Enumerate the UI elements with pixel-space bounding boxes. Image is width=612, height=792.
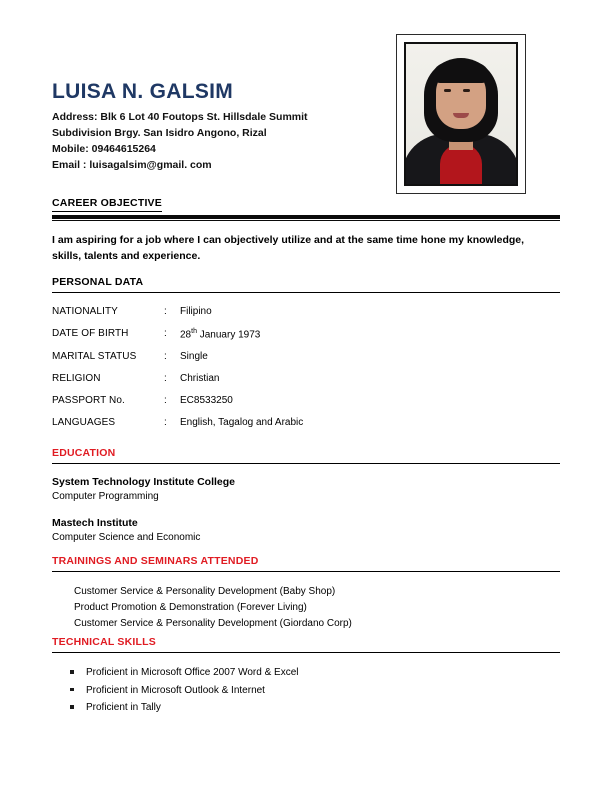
divider-thin — [52, 652, 560, 653]
personal-data-separator: : — [164, 394, 167, 406]
table-row — [52, 389, 472, 411]
personal-data-label: PASSPORT No. — [52, 394, 125, 406]
square-bullet-icon — [70, 688, 74, 692]
divider-thin — [52, 571, 560, 572]
portrait-photo — [404, 42, 518, 186]
list-item: Product Promotion & Demonstration (Forever Living) — [74, 602, 307, 614]
trainings-list — [52, 584, 560, 633]
education-item — [52, 516, 560, 546]
education-course: Computer Science and Economic — [52, 531, 201, 543]
personal-data-label: LANGUAGES — [52, 416, 116, 428]
education-school: System Technology Institute College — [52, 476, 236, 488]
contact-line-mobile: Mobile: 09464615264 — [52, 143, 156, 155]
section-technical-skills — [52, 632, 560, 717]
personal-data-label: NATIONALITY — [52, 305, 118, 317]
section-personal-data — [52, 272, 560, 433]
list-item: Proficient in Microsoft Outlook & Internet — [52, 682, 560, 700]
photo-red-top — [440, 144, 482, 186]
table-row — [52, 300, 472, 322]
section-heading-education: EDUCATION — [52, 447, 116, 459]
personal-data-value: English, Tagalog and Arabic — [180, 416, 304, 428]
education-school: Mastech Institute — [52, 516, 138, 529]
photo-fringe — [433, 63, 489, 83]
contact-line-address: Address: Blk 6 Lot 40 Foutops St. Hillsdale Summit — [52, 111, 308, 124]
square-bullet-icon — [70, 705, 74, 709]
divider-thin — [52, 463, 560, 464]
personal-data-separator: : — [164, 327, 167, 339]
table-row — [52, 411, 472, 433]
personal-data-separator: : — [164, 372, 167, 384]
section-heading-technical-skills: TECHNICAL SKILLS — [52, 636, 156, 648]
career-objective-text: I am aspiring for a job where I can objectively utilize and at the same time hone my knowledge, skills, talents and experience. — [52, 234, 525, 262]
personal-data-separator: : — [164, 305, 167, 317]
table-row — [52, 345, 472, 367]
personal-data-value: Filipino — [180, 305, 212, 317]
education-item — [52, 475, 560, 505]
personal-data-rows — [52, 300, 472, 433]
list-item: Proficient in Microsoft Office 2007 Word & Excel — [52, 664, 560, 682]
contact-line-subdivision: Subdivision Brgy. San Isidro Angono, Rizal — [52, 127, 267, 140]
list-item: Proficient in Tally — [52, 699, 560, 717]
personal-data-value: Single — [180, 350, 208, 362]
section-heading-career-objective: CAREER OBJECTIVE — [52, 197, 162, 212]
table-row — [52, 322, 472, 345]
education-items — [52, 475, 560, 545]
photo-eye-right — [463, 89, 470, 92]
page-title: LUISA N. GALSIM — [52, 80, 234, 103]
technical-skills-list — [52, 664, 560, 717]
header-block — [52, 80, 382, 174]
list-item: Customer Service & Personality Development (Baby Shop) — [74, 586, 336, 597]
personal-data-label: RELIGION — [52, 372, 101, 384]
section-heading-personal-data: PERSONAL DATA — [52, 276, 144, 288]
table-row — [52, 367, 472, 389]
personal-data-label: MARITAL STATUS — [52, 350, 137, 362]
personal-data-label: DATE OF BIRTH — [52, 327, 129, 339]
education-course: Computer Programming — [52, 491, 159, 503]
divider-double — [52, 215, 560, 221]
portrait-photo-frame — [396, 34, 526, 194]
contact-line-email: Email : luisagalsim@gmail. com — [52, 158, 212, 171]
personal-data-separator: : — [164, 350, 167, 362]
photo-mouth — [453, 113, 469, 118]
section-career-objective — [52, 193, 560, 265]
section-heading-trainings: TRAININGS AND SEMINARS ATTENDED — [52, 555, 259, 567]
personal-data-table — [52, 300, 472, 433]
square-bullet-icon — [70, 670, 74, 674]
personal-data-separator: : — [164, 416, 167, 428]
list-item: Customer Service & Personality Development (Giordano Corp) — [74, 618, 352, 630]
section-trainings — [52, 551, 560, 633]
personal-data-value: Christian — [180, 372, 220, 384]
divider-thin — [52, 292, 560, 293]
personal-data-value: 28th January 1973 — [180, 327, 261, 340]
photo-eye-left — [444, 89, 451, 92]
section-education — [52, 443, 560, 556]
personal-data-value: EC8533250 — [180, 394, 233, 406]
